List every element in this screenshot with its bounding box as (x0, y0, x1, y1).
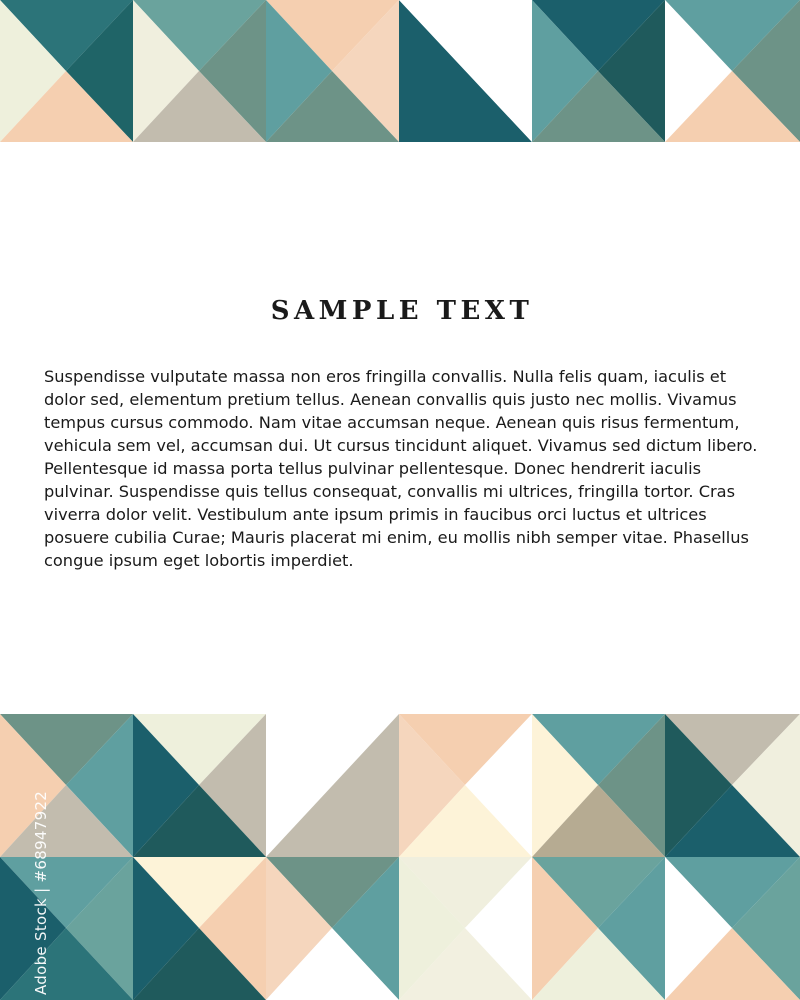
top-triangle-pattern (0, 0, 800, 142)
body-paragraph: Suspendisse vulputate massa non eros fringilla convallis. Nulla felis quam, iaculis et dolor sed, elementum pretium tellus. Aenean convallis quis justo nec mollis. Vivamus tempus cursus commodo. Nam vitae accumsan neque. Aenean quis risus fermentum, vehicula sem vel, accumsan dui. Ut cursus tincidunt aliquet. Vivamus sed dictum libero. Pellentesque id massa porta tellus pulvinar pellentesque. Donec hendrerit iaculis pulvinar. Suspendisse quis tellus consequat, convallis mi ultrices, fringilla tortor. Cras viverra dolor velit. Vestibulum ante ipsum primis in faucibus orci luctus et ultrices posuere cubilia Curae; Mauris placerat mi enim, eu mollis nibh semper vitae. Phasellus congue ipsum eget lobortis imperdiet. (44, 367, 758, 570)
bottom-geometric-band (0, 714, 800, 1000)
stock-id-text: Adobe Stock | #68947922 (32, 790, 50, 995)
top-geometric-band (0, 0, 800, 142)
bottom-triangle-pattern (0, 714, 800, 1000)
page-title: SAMPLE TEXT (270, 296, 534, 326)
stock-id-watermark (10, 770, 50, 995)
